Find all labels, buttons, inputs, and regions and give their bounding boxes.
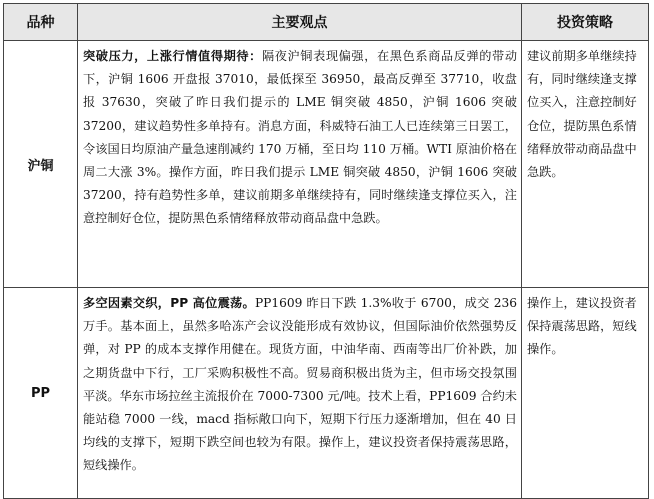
header-strategy: 投资策略 (522, 4, 649, 41)
header-view: 主要观点 (78, 4, 522, 41)
view-lead: 突破压力，上涨行情值得期待： (83, 49, 262, 63)
view-cell (78, 41, 522, 288)
variety-cell: PP (4, 288, 78, 499)
commodity-view-table (3, 3, 649, 499)
table-row (4, 288, 649, 499)
view-lead: 多空因素交织，PP 高位震荡。 (83, 296, 255, 310)
table-row (4, 41, 649, 288)
view-paragraph (83, 45, 517, 231)
table-header-row (4, 4, 649, 41)
strategy-cell: 操作上，建议投资者保持震荡思路，短线操作。 (522, 288, 649, 499)
strategy-cell: 建议前期多单继续持有，同时继续逢支撑位买入，注意控制好仓位，提防黑色系情绪释放带动商品盘中急跌。 (522, 41, 649, 288)
view-text: 隔夜沪铜表现偏强，在黑色系商品反弹的带动下，沪铜 1606 开盘报 37010，最低探至 36950，最高反弹至 37710，收盘报 37630，突破了昨日我们提示的 LME 铜突破 4850，沪铜 1606 突破 37200，建议趋势性多单持有。消息方面，科威特石油工人已连续第三日罢工，令该国日均原油产量急速削减约 170 万桶，至日均 110 万桶。WTI 原油价格在周二大涨 3%。操作方面，昨日我们提示 LME 铜突破 4850，沪铜 1606 突破 37200，持有趋势性多单，建议前期多单继续持有，同时继续逢支撑位买入，注意控制好仓位，提防黑色系情绪释放带动商品盘中急跌。 (83, 49, 518, 226)
header-variety: 品种 (4, 4, 78, 41)
view-cell (78, 288, 522, 499)
view-paragraph (83, 292, 517, 478)
variety-cell: 沪铜 (4, 41, 78, 288)
view-text: PP1609 昨日下跌 1.3%收于 6700，成交 236 万手。基本面上，虽然多哈冻产会议没能形成有效协议，但国际油价依然强势反弹，对 PP 的成本支撑作用健在。现货方面，中油华南、西南等出厂价补跌，加之期货盘中下行，工厂采购积极性不高。贸易商积极出货为主，但市场交投氛围平淡。华东市场拉丝主流报价在 7000-7300 元/吨。技术上看，PP1609 合约未能站稳 7000 一线，macd 指标敞口向下，短期下行压力逐渐增加，但在 40 日均线的支撑下，短期下跌空间也较为有限。操作上，建议投资者保持震荡思路，短线操作。 (83, 296, 518, 473)
